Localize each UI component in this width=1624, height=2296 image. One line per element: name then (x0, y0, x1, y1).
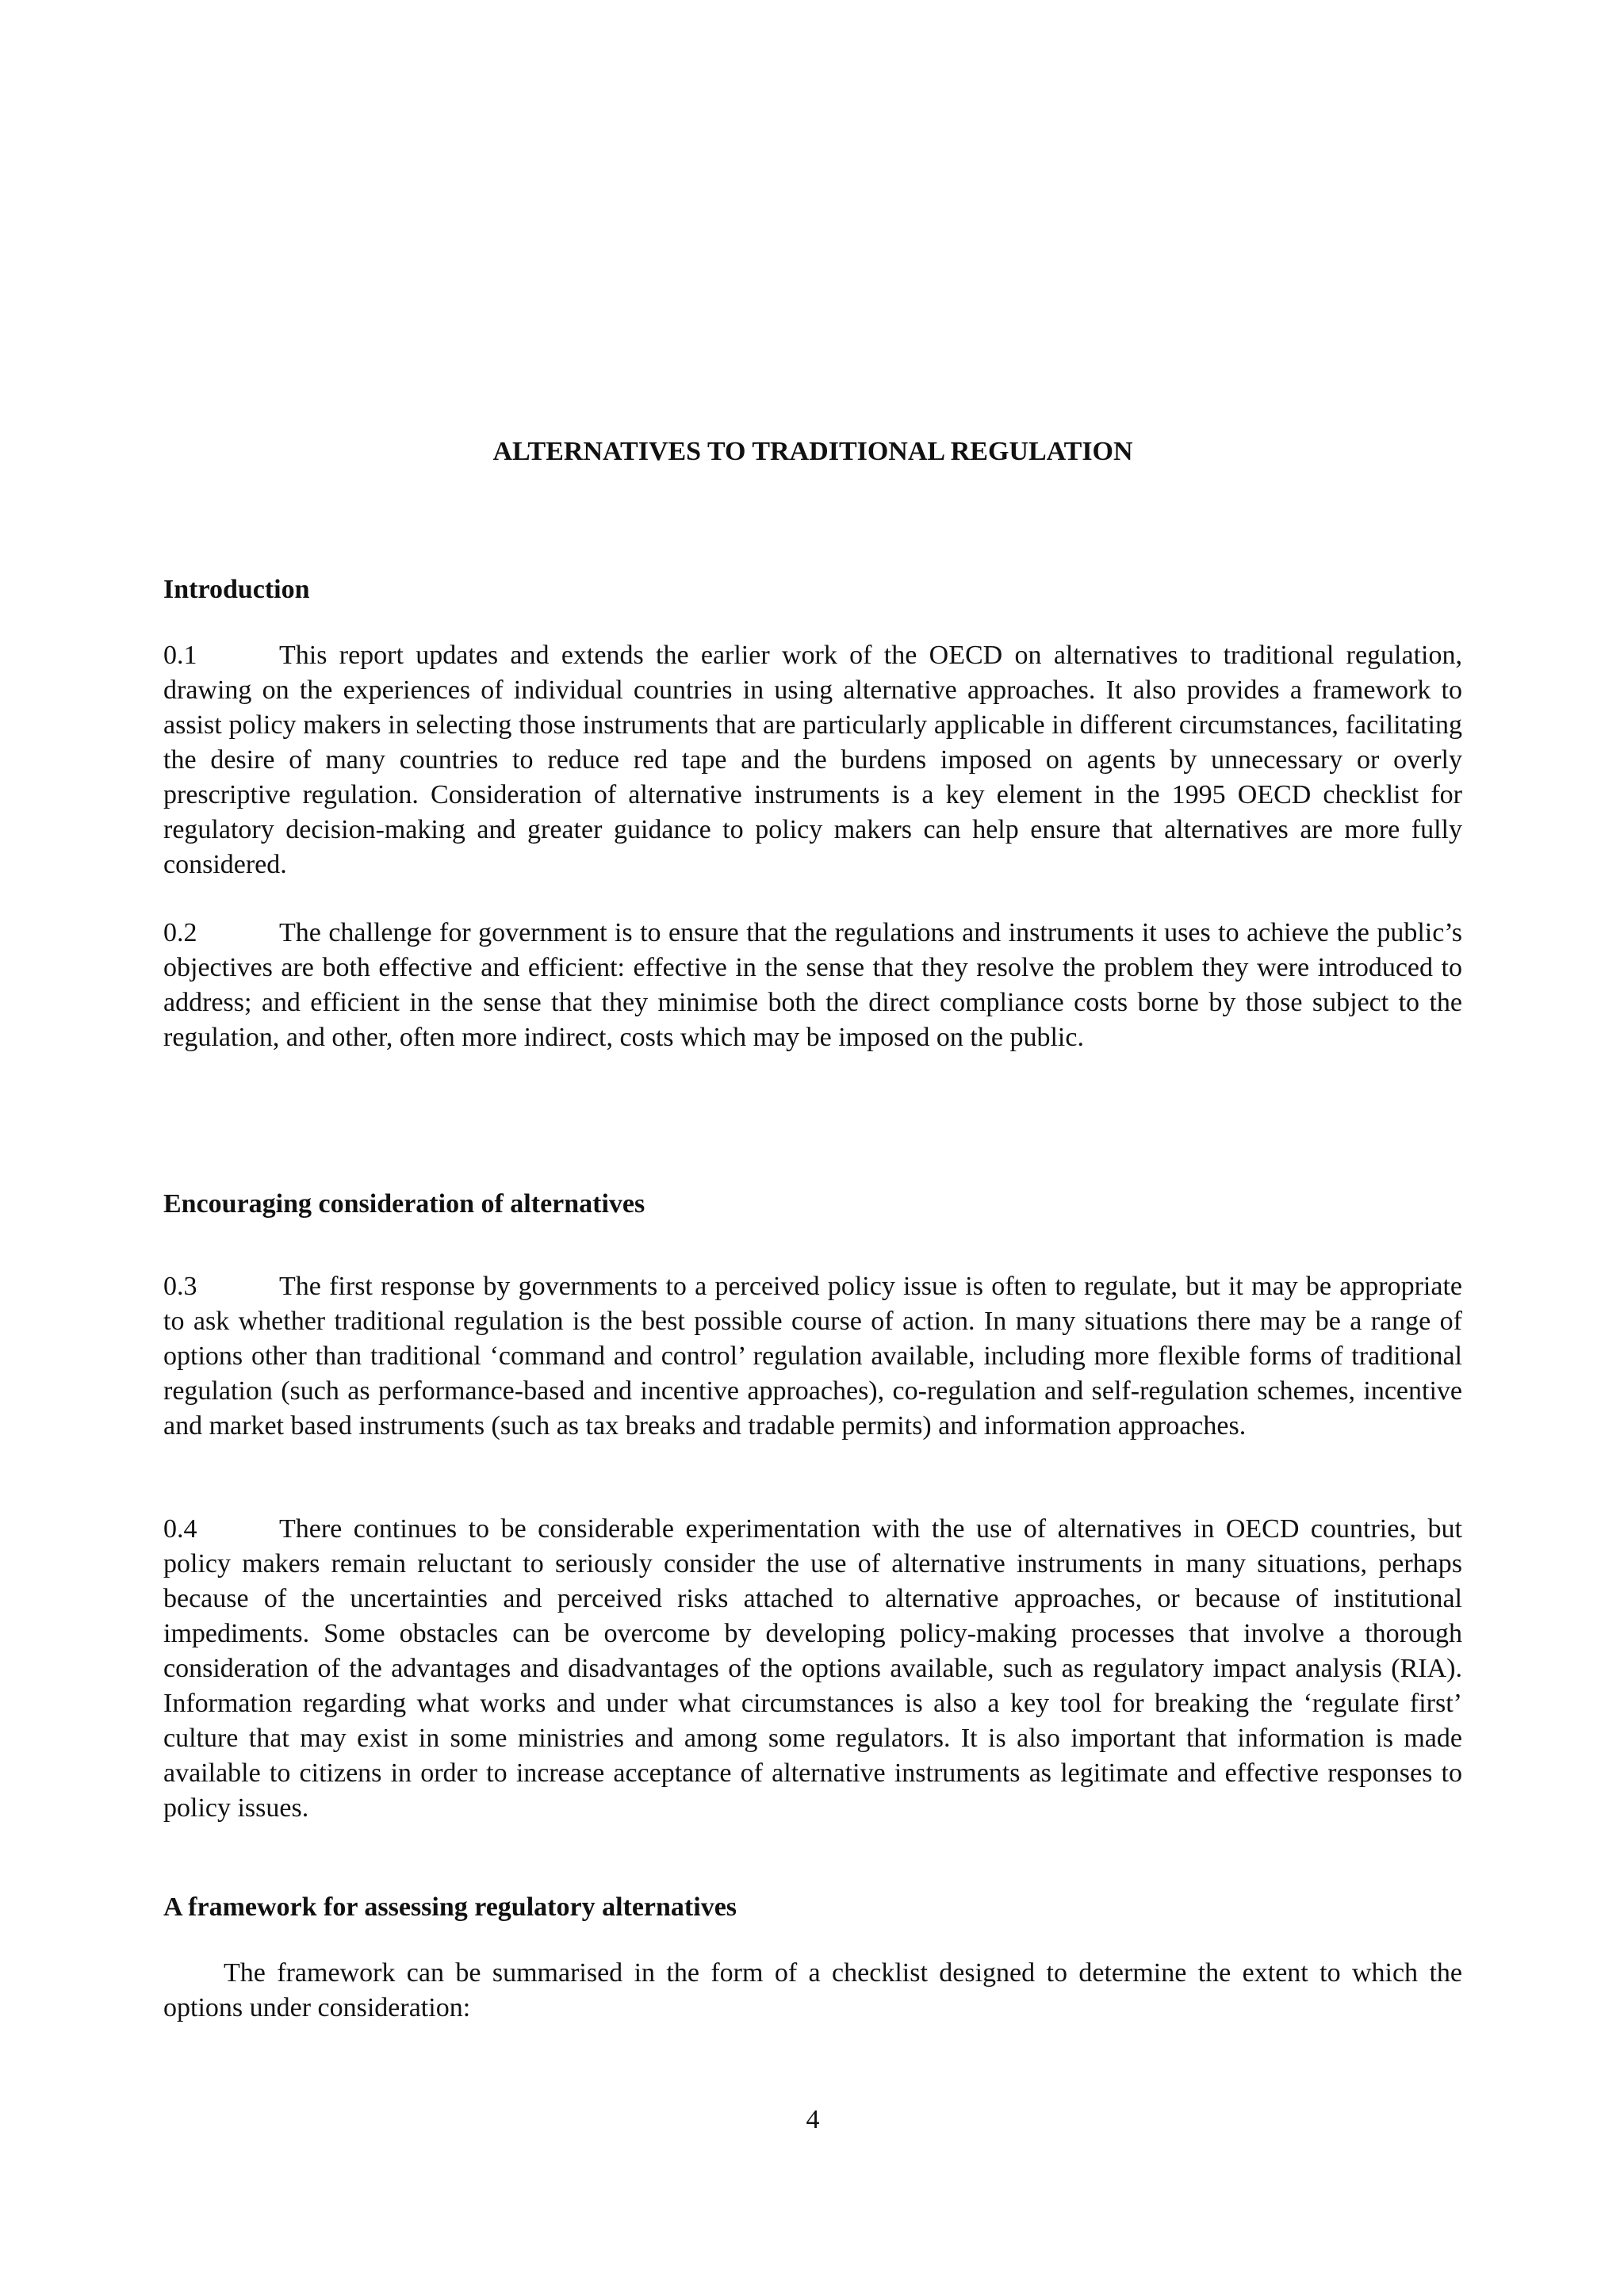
section-heading-framework: A framework for assessing regulatory alternatives (163, 1892, 737, 1922)
paragraph-0-4 (163, 1512, 1462, 1826)
paragraph-number: 0.1 (163, 641, 197, 670)
document-title: ALTERNATIVES TO TRADITIONAL REGULATION (492, 437, 1133, 466)
paragraph-0-1 (163, 638, 1462, 882)
page-number: 4 (806, 2105, 820, 2134)
section-heading-introduction: Introduction (163, 575, 310, 604)
paragraph-0-3 (163, 1269, 1462, 1444)
section-heading-encouraging-alternatives: Encouraging consideration of alternatives (163, 1189, 645, 1219)
paragraph-text: The challenge for government is to ensure that the regulations and instruments it uses to achieve the public’s objectives are both effective and efficient: effective in the sense that they resolve the problem they were introduced to address; and efficient in the sense that they minimise both the direct compliance costs borne by those subject to the regulation, and other, often more indirect, costs which may be imposed on the public. (163, 918, 1462, 1052)
paragraph-text: There continues to be considerable experimentation with the use of alternatives in OECD countries, but policy makers remain reluctant to seriously consider the use of alternative instruments in many situations, perhaps because of the uncertainties and perceived risks attached to alternative approaches, or because of institutional impediments. Some obstacles can be overcome by developing policy-making processes that involve a thorough consideration of the advantages and disadvantages of the options available, such as regulatory impact analysis (RIA). Information regarding what works and under what circumstances is also a key tool for breaking the ‘regulate first’ culture that may exist in some ministries and among some regulators. It is also important that information is made available to citizens in order to increase acceptance of alternative instruments as legitimate and effective responses to policy issues. (163, 1514, 1462, 1823)
paragraph-number: 0.4 (163, 1514, 197, 1544)
paragraph-number: 0.2 (163, 918, 197, 947)
paragraph-framework-intro: The framework can be summarised in the form of a checklist designed to determine the extent to which the options under consideration: (163, 1958, 1462, 2022)
paragraph-text: The first response by governments to a perceived policy issue is often to regulate, but it may be appropriate to ask whether traditional regulation is the best possible course of action. In many situations there may be a range of options other than traditional ‘command and control’ regulation available, including more flexible forms of traditional regulation (such as performance-based and incentive approaches), co-regulation and self-regulation schemes, incentive and market based instruments (such as tax breaks and tradable permits) and information approaches. (163, 1272, 1462, 1441)
paragraph-text: This report updates and extends the earlier work of the OECD on alternatives to traditional regulation, drawing on the experiences of individual countries in using alternative approaches. It also provides a framework to assist policy makers in selecting those instruments that are particularly applicable in different circumstances, facilitating the desire of many countries to reduce red tape and the burdens imposed on agents by unnecessary or overly prescriptive regulation. Consideration of alternative instruments is a key element in the 1995 OECD checklist for regulatory decision-making and greater guidance to policy makers can help ensure that alternatives are more fully considered. (163, 641, 1462, 879)
paragraph-number: 0.3 (163, 1272, 197, 1301)
document-page (163, 0, 1462, 2296)
paragraph-0-2 (163, 916, 1462, 1055)
